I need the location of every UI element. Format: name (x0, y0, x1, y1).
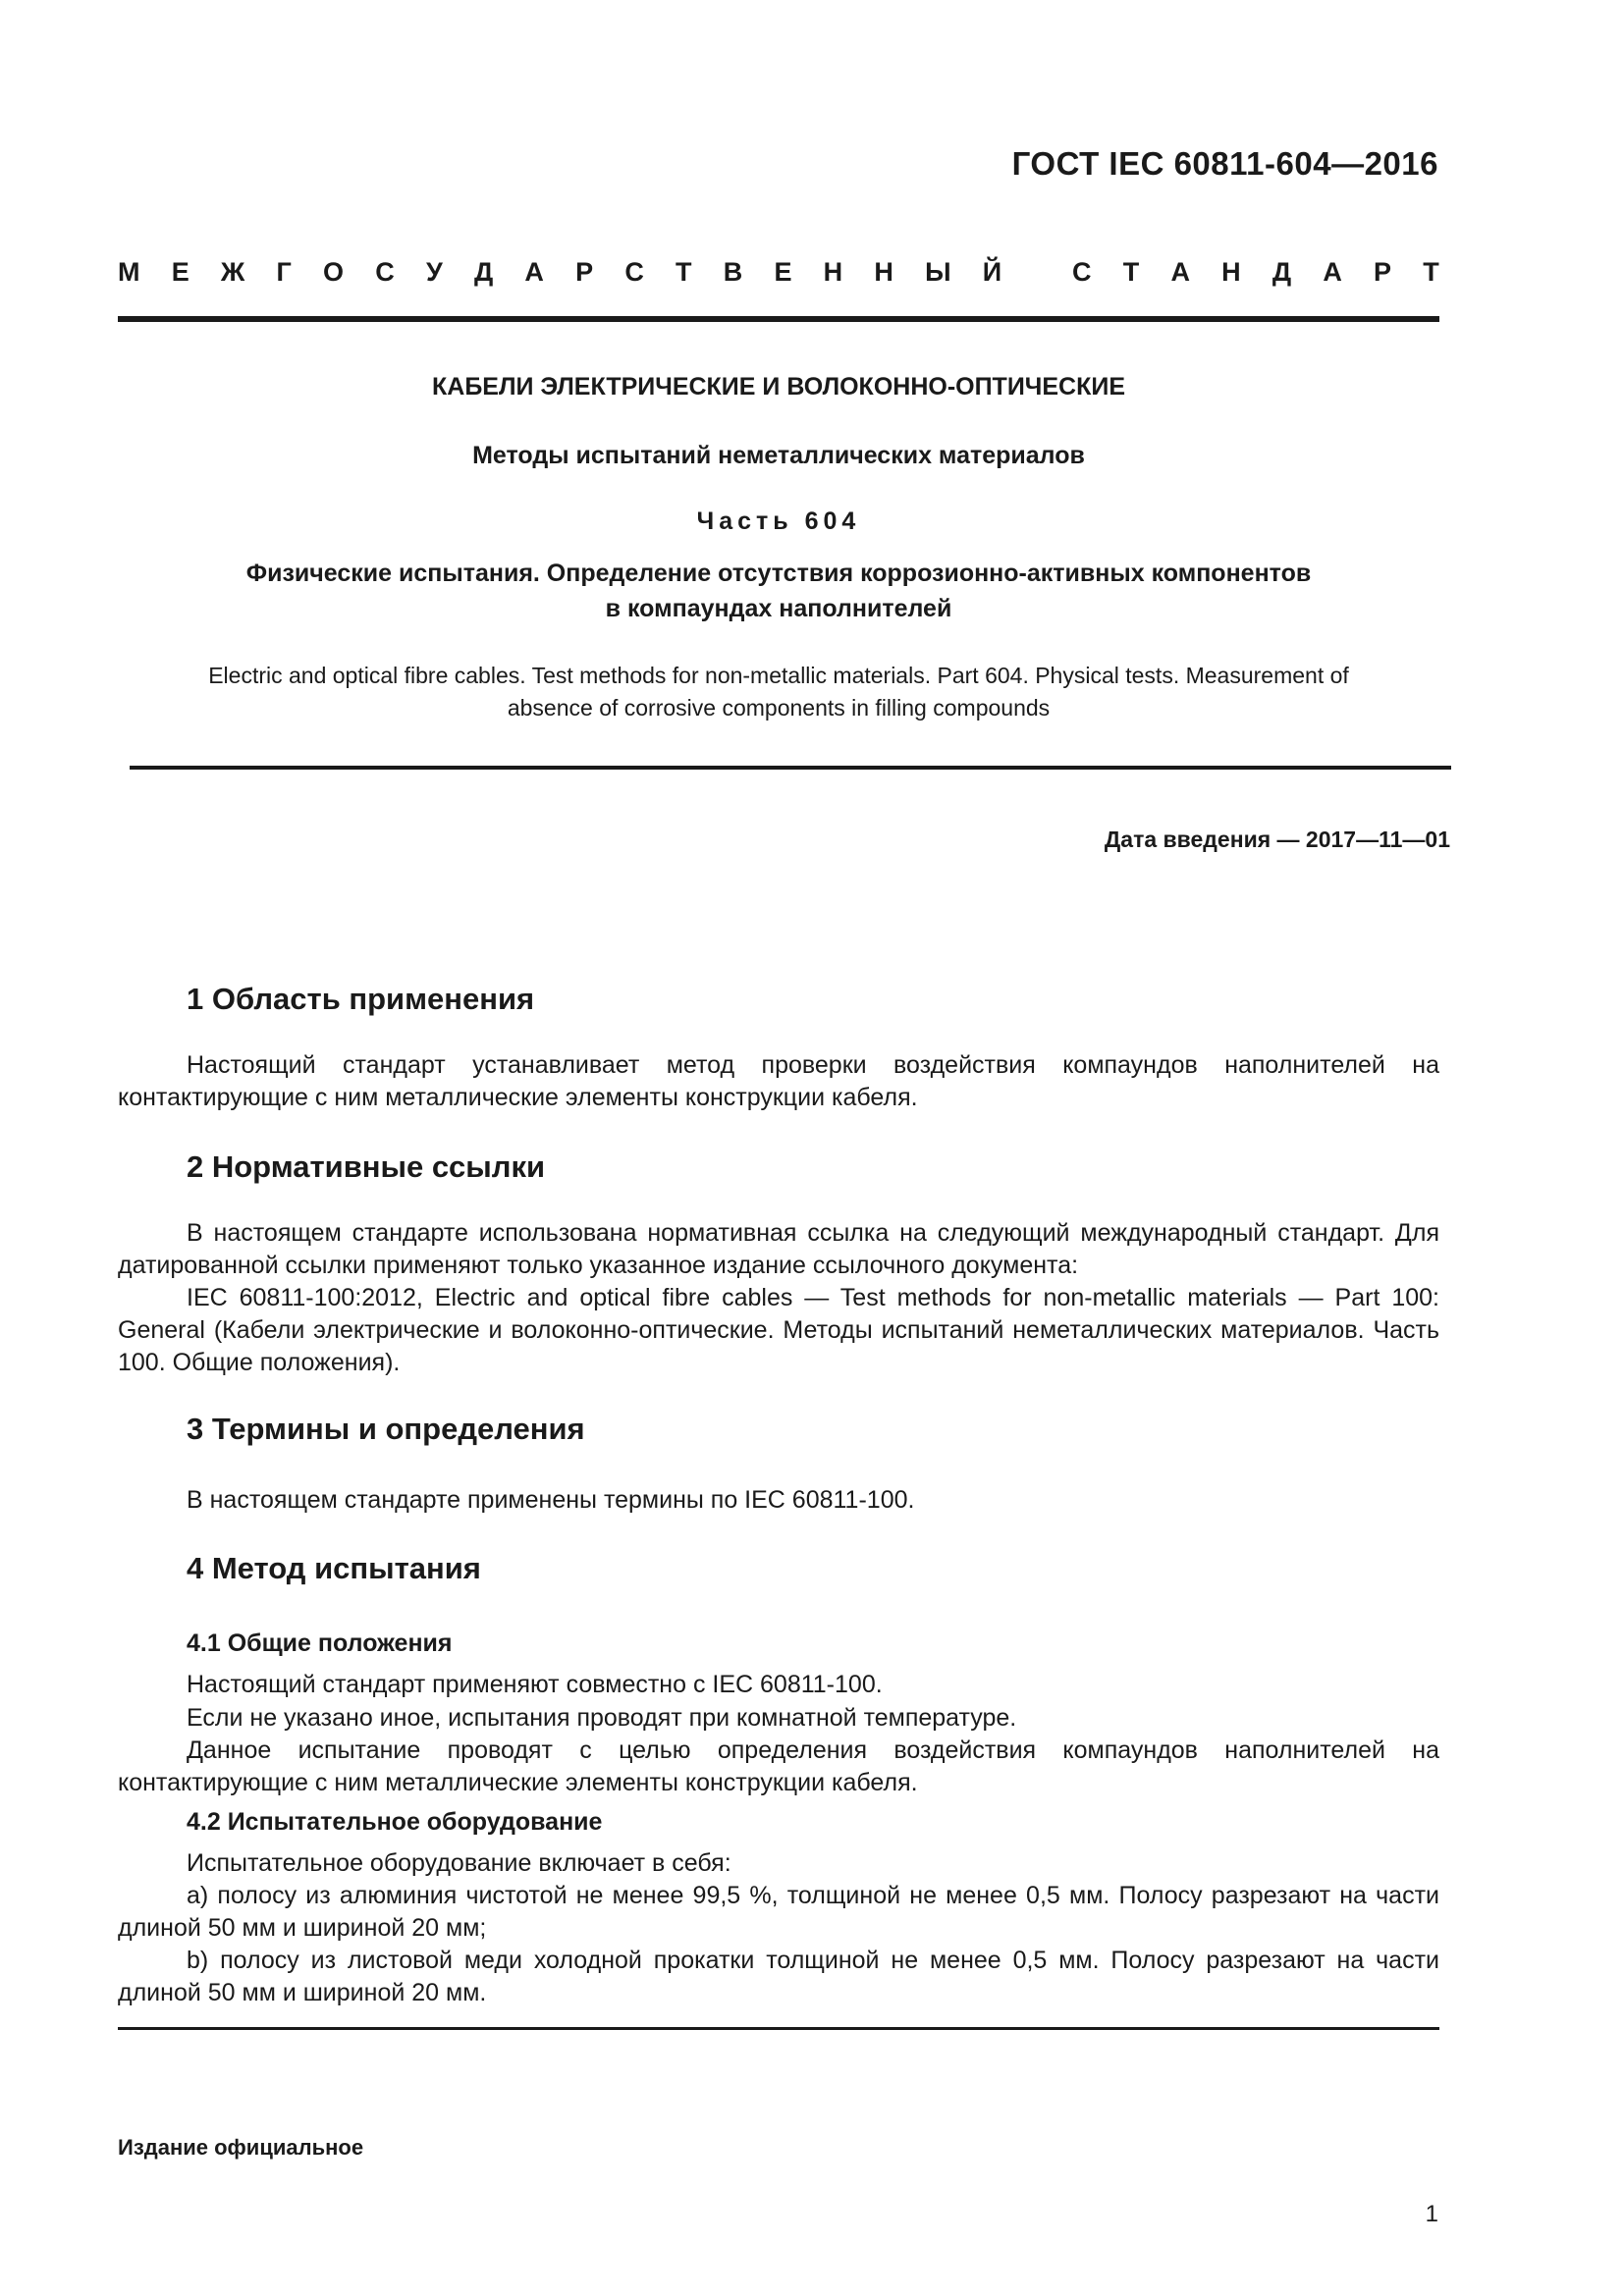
footer-official-edition: Издание официальное (118, 2135, 364, 2160)
document-code: ГОСТ IEC 60811-604—2016 (1011, 145, 1438, 182)
title-part: Часть 604 (696, 507, 861, 535)
banner-letter: Ы (925, 257, 951, 287)
banner-letter: Е (171, 257, 189, 287)
banner-letter: Т (1122, 257, 1140, 287)
section-2-paragraph-1: В настоящем стандарте использована нормативная ссылка на следующий международный стандарт. Для датированной ссылки применяют только указанное издание ссылочного документа: (118, 1219, 1439, 1279)
banner-letter: Р (1374, 257, 1392, 287)
banner-letter: Г (276, 257, 292, 287)
section-4-2-heading: 4.2 Испытательное оборудование (187, 1808, 603, 1836)
banner-letter: О (323, 257, 345, 287)
section-4-heading: 4 Метод испытания (187, 1551, 481, 1585)
title-line-1: Физические испытания. Определение отсутствия коррозионно-активных компонентов (245, 560, 1312, 587)
banner-letter: С (624, 257, 644, 287)
banner-letter: Н (823, 257, 843, 287)
banner-letter: А (1170, 257, 1190, 287)
english-line-1: Electric and optical fibre cables. Test methods for non-metallic materials. Part 604. Physical tests. Measurement of (208, 663, 1349, 688)
banner-letter: Т (676, 257, 692, 287)
banner-letter: С (375, 257, 395, 287)
title-line-2: в компаундах наполнителей (605, 595, 952, 622)
section-2-heading: 2 Нормативные ссылки (187, 1149, 546, 1184)
banner-letter: Й (982, 257, 1002, 287)
title-sub: Методы испытаний неметаллических материалов (472, 442, 1085, 469)
section-4-1-paragraph-1: Настоящий стандарт применяют совместно с IEC 60811-100. (187, 1671, 883, 1698)
section-1-paragraph: Настоящий стандарт устанавливает метод проверки воздействия компаундов наполнителей на контактирующие с ним металлические элементы конструкции кабеля. (118, 1051, 1439, 1111)
banner-letter: Е (774, 257, 792, 287)
standard-banner (118, 257, 1439, 288)
date-intro: Дата введения — 2017—11—01 (1104, 827, 1450, 852)
banner-letter: А (1323, 257, 1342, 287)
banner-letter: А (524, 257, 544, 287)
banner-letter: С (1072, 257, 1092, 287)
title-full (118, 556, 1439, 626)
section-3-paragraph: В настоящем стандарте применены термины по IEC 60811-100. (187, 1486, 915, 1514)
section-4-1-paragraph-2: Если не указано иное, испытания проводят при комнатной температуре. (187, 1704, 1017, 1732)
banner-letter: М (118, 257, 140, 287)
banner-letter: Н (874, 257, 893, 287)
page-number: 1 (1425, 2201, 1438, 2227)
banner-letter: Н (1221, 257, 1241, 287)
banner-letter: В (723, 257, 743, 287)
section-4-1-paragraph-3: Данное испытание проводят с целью определения воздействия компаундов наполнителей на контактирующие с ним металлические элементы конструкции кабеля. (118, 1736, 1439, 1796)
section-2-paragraph-2: IEC 60811-100:2012, Electric and optical fibre cables — Test methods for non-metallic materials — Part 100: General (Кабели электрические и волоконно-оптические. Методы испытаний неметаллических материалов. Часть 100. Общие положения). (118, 1284, 1439, 1376)
title-rule (130, 766, 1451, 770)
title-main: КАБЕЛИ ЭЛЕКТРИЧЕСКИЕ И ВОЛОКОННО-ОПТИЧЕСКИЕ (432, 373, 1125, 400)
banner-letter: Д (473, 257, 494, 287)
banner-letter: Ж (220, 257, 245, 287)
section-4-2-item-b: b) полосу из листовой меди холодной прокатки толщиной не менее 0,5 мм. Полосу разрезают на части длиной 50 мм и шириной 20 мм. (118, 1947, 1439, 2006)
section-4-1-heading: 4.1 Общие положения (187, 1629, 453, 1657)
section-4-2-paragraph-1: Испытательное оборудование включает в себя: (187, 1849, 731, 1877)
title-english (137, 660, 1420, 724)
section-4-2-item-a: a) полосу из алюминия чистотой не менее 99,5 %, толщиной не менее 0,5 мм. Полосу разрезают на части длиной 50 мм и шириной 20 мм; (118, 1882, 1439, 1942)
banner-letter (1033, 257, 1041, 288)
banner-letter: Т (1423, 257, 1439, 287)
section-3-heading: 3 Термины и определения (187, 1412, 585, 1446)
banner-letter: Д (1271, 257, 1292, 287)
header-rule (118, 316, 1439, 322)
english-line-2: absence of corrosive components in filling compounds (507, 695, 1051, 721)
banner-letter: Р (575, 257, 594, 287)
banner-letter: У (425, 257, 443, 287)
footer-rule (118, 2027, 1439, 2030)
section-1-heading: 1 Область применения (187, 982, 535, 1016)
